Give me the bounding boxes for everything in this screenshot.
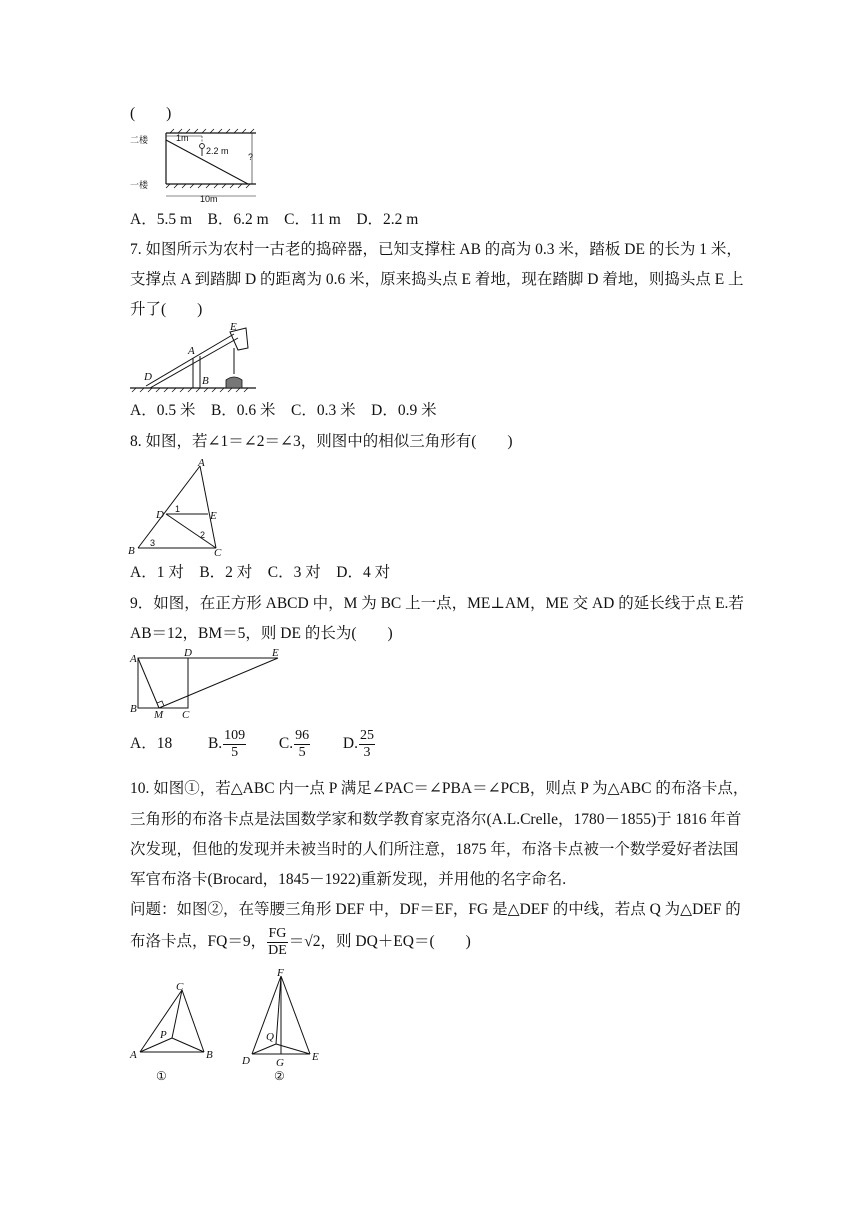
q9-label-D: D [184,648,192,659]
q9-label-M: M [154,709,164,720]
q10-fig2-label-G: G [276,1057,284,1069]
q9-label-C: C [182,709,190,720]
q8-label-D: D [156,509,164,521]
q8-options: A．1 对 B．2 对 C．3 对 D．4 对 [130,564,391,581]
q9-option-c-fraction [294,728,310,761]
q9-option-d-num: 25 [359,727,374,743]
q6-bracket: ( ) [130,105,172,122]
q9-option-d-fraction [359,728,375,761]
q6-dim-10m: 10m [200,194,218,204]
q9-option-a: A．18 [130,735,173,752]
q9-line-1: 9．如图，在正方形 ABCD 中，M 为 BC 上一点，ME⊥AM，ME 交 AD 的延长线于点 E.若 [130,595,744,612]
q6-label-first-floor: 一楼 [130,180,149,190]
q6-figure [130,128,265,204]
q6-label-second-floor: 二楼 [130,135,149,145]
q10-line-2: 三角形的布洛卡点是法国数学家和数学教育家克洛尔(A.L.Crelle，1780－1855)于 1816 年首 [130,811,742,828]
q7-label-B: B [202,375,209,387]
q10-line-6-text-a: 布洛卡点，FQ＝9， [130,933,267,950]
q6-dim-2-2m: 2.2 m [206,146,229,156]
q10-line-6 [130,924,471,960]
q9-option-b-fraction [223,728,246,761]
q9-option-d-prefix: D. [342,735,358,752]
q9-option-d [343,726,376,762]
q8-label-B: B [128,545,135,557]
q10-fraction-den: DE [268,942,287,958]
q10-equals: ＝ [288,933,305,950]
q9-options [130,726,376,762]
q8-angle-1: 1 [175,504,181,514]
q7-line-2: 支撑点 A 到踏脚 D 的距离为 0.6 米，原来捣头点 E 着地，现在踏脚 D 着地，则捣头点 E 上 [130,271,744,288]
q10-fig2-label-D: D [242,1055,250,1067]
q10-fig1-label-A: A [130,1049,137,1061]
q6-options: A．5.5 m B．6.2 m C．11 m D．2.2 m [130,211,419,228]
q8-angle-2: 2 [200,530,206,540]
q10-fig1-label-P: P [160,1029,167,1041]
q9-option-c [279,726,311,762]
q10-line-5: 问题：如图②，在等腰三角形 DEF 中，DF＝EF，FG 是△DEF 的中线，若点 Q 为△DEF 的 [130,901,741,918]
q9-figure [128,648,284,720]
q8-label-A: A [198,457,205,469]
q7-label-A: A [188,345,195,357]
q9-option-c-den: 5 [298,744,306,760]
q9-option-b-prefix: B. [207,735,223,752]
q10-fig2-label-Q: Q [266,1031,274,1043]
q9-option-b [208,726,247,762]
q10-fig2-caption: ② [274,1069,285,1083]
q9-label-A: A [130,653,137,665]
q8-label-C: C [214,547,222,558]
q10-line-3: 次发现，但他的发现并未被当时的人们所注意，1875 年，布洛卡点被一个数学爱好者法国 [130,841,739,858]
q10-fraction-fg-de [267,926,288,959]
q7-label-D: D [144,371,152,383]
q7-line-1: 7. 如图所示为农村一古老的捣碎器，已知支撑柱 AB 的高为 0.3 米，踏板 DE 的长为 1 米， [130,241,742,258]
q10-figure-1 [128,980,218,1086]
q10-line-6-text-b: ，则 DQ＋EQ＝( ) [320,933,471,950]
q10-fig1-caption: ① [156,1069,167,1083]
q10-figure-2 [240,966,330,1086]
q6-dim-1m: 1m [176,133,189,143]
q7-line-3: 升了( ) [130,301,203,318]
q9-option-b-den: 5 [231,744,239,760]
q7-label-E: E [230,321,237,333]
q9-option-d-den: 3 [363,744,371,760]
q7-options: A．0.5 米 B．0.6 米 C．0.3 米 D．0.9 米 [130,402,437,419]
q9-label-E: E [272,648,279,659]
q10-line-4: 军官布洛卡(Brocard，1845－1922)重新发现，并用他的名字命名. [130,871,567,888]
q10-fraction-num: FG [268,925,287,941]
q10-fig1-label-C: C [176,981,184,993]
q8-label-E: E [210,510,217,522]
q6-dim-question: ? [248,152,254,162]
q9-option-c-num: 96 [295,727,310,743]
q10-sqrt: √2 [304,933,321,950]
q8-figure [128,456,228,558]
q9-option-c-prefix: C. [278,735,294,752]
q10-fig1-label-B: B [206,1049,213,1061]
q10-line-1: 10. 如图①，若△ABC 内一点 P 满足∠PAC＝∠PBA＝∠PCB，则点 P 为△ABC 的布洛卡点， [130,780,749,797]
q10-fig2-label-E: E [312,1051,319,1063]
q7-figure [130,320,260,396]
q9-line-2: AB＝12，BM＝5，则 DE 的长为( ) [130,625,393,642]
q8-angle-3: 3 [150,538,156,548]
q9-option-b-num: 109 [224,727,246,743]
q8-line-1: 8. 如图，若∠1＝∠2＝∠3，则图中的相似三角形有( ) [130,433,513,450]
q10-fig2-label-F: F [277,967,284,979]
q9-label-B: B [130,703,137,715]
